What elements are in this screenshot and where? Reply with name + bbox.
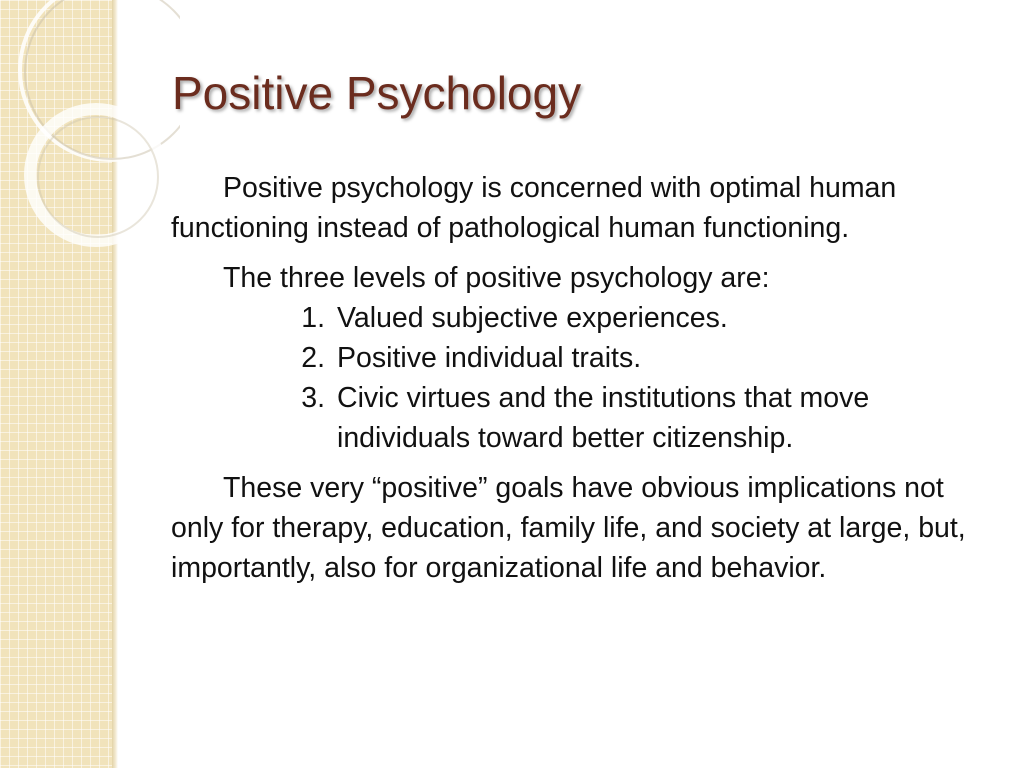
- paragraph-implications: These very “positive” goals have obvious implications not only for therapy, education, family life, and society at large, but, importantly, also for organizational life and behavior.: [171, 472, 966, 584]
- list-item: [171, 338, 986, 378]
- list-item-text: Positive individual traits.: [337, 342, 642, 374]
- list-item-number: 3.: [301, 382, 325, 414]
- slide-title: Positive Psychology: [172, 67, 582, 119]
- slide-body: [171, 168, 986, 588]
- levels-list: [171, 298, 986, 458]
- list-item-text: Civic virtues and the institutions that move individuals toward better citizenship.: [337, 382, 870, 454]
- paragraph-levels-intro: The three levels of positive psychology are:: [223, 262, 770, 294]
- list-item-number: 2.: [301, 342, 325, 374]
- decorative-rings: [0, 0, 180, 260]
- list-item-text: Valued subjective experiences.: [337, 302, 728, 334]
- list-item-number: 1.: [301, 302, 325, 334]
- list-item: [171, 298, 986, 338]
- list-item: [171, 378, 986, 458]
- paragraph-definition: Positive psychology is concerned with optimal human functioning instead of pathological human functioning.: [171, 172, 897, 244]
